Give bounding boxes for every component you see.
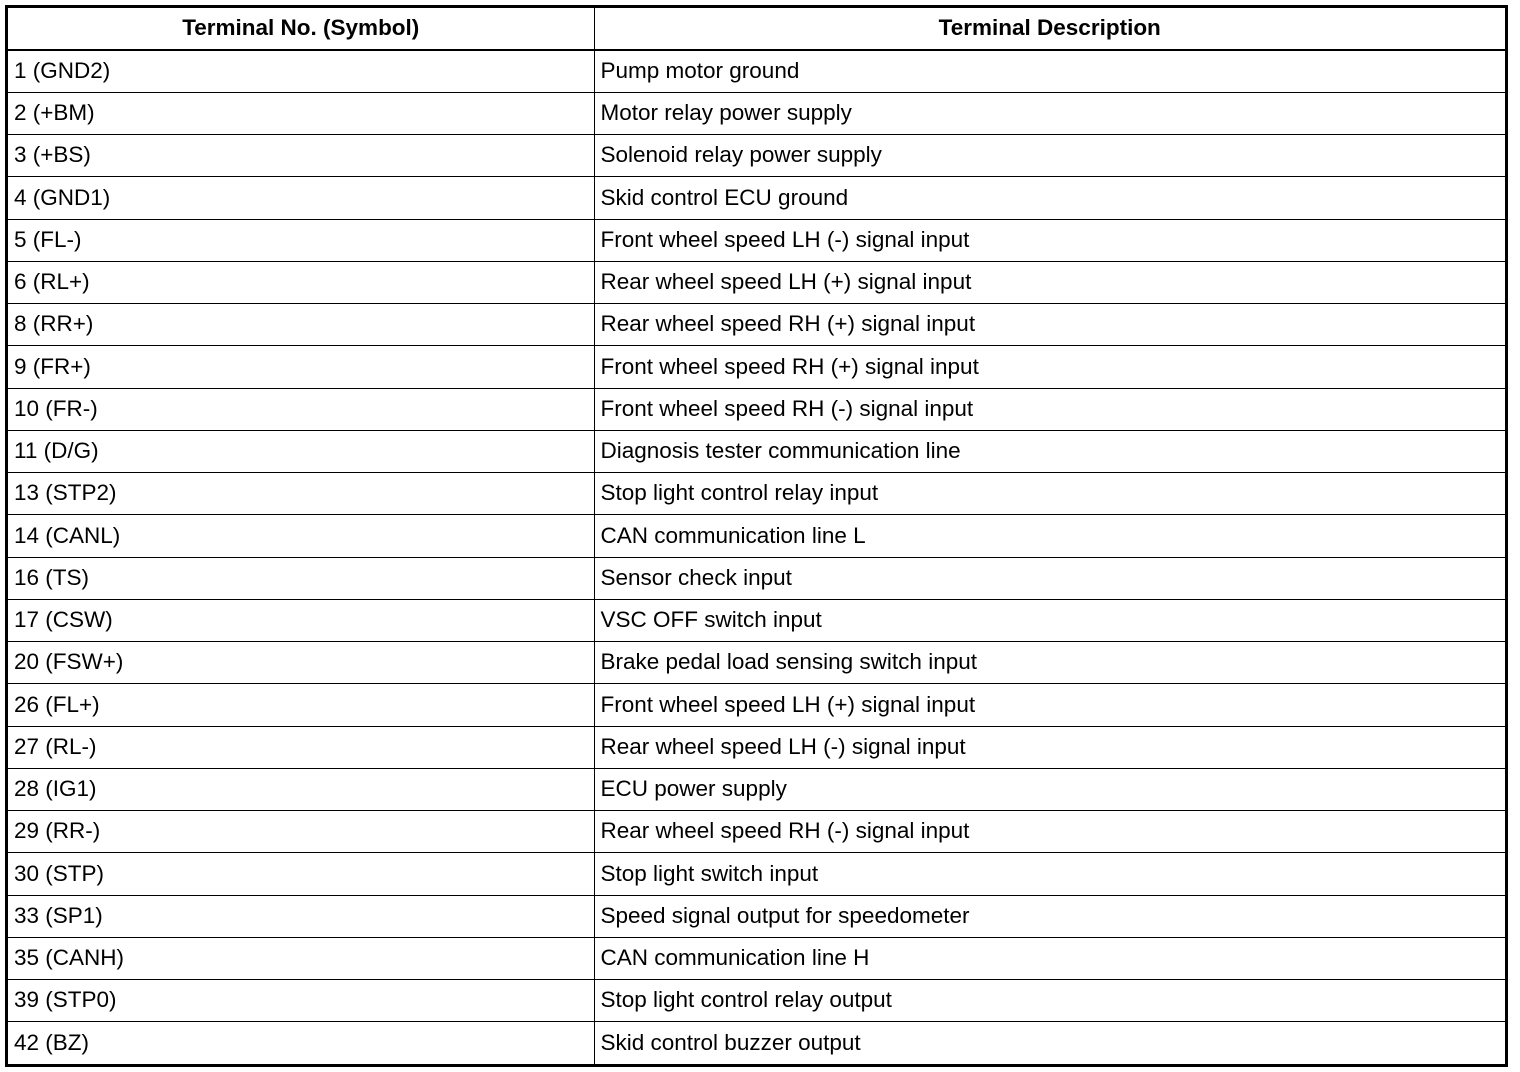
terminal-description-cell: CAN communication line H: [594, 937, 1505, 979]
terminal-description-cell: Stop light switch input: [594, 853, 1505, 895]
table-header-row: [8, 8, 1505, 50]
terminal-description-cell: Solenoid relay power supply: [594, 135, 1505, 177]
table-row: [8, 388, 1505, 430]
terminal-no-cell: 4 (GND1): [8, 177, 594, 219]
terminal-no-cell: 17 (CSW): [8, 599, 594, 641]
terminal-no-cell: 10 (FR-): [8, 388, 594, 430]
terminal-description-cell: Skid control buzzer output: [594, 1022, 1505, 1064]
terminal-no-cell: 6 (RL+): [8, 261, 594, 303]
terminal-no-cell: 1 (GND2): [8, 50, 594, 92]
table-row: [8, 177, 1505, 219]
table-row: [8, 346, 1505, 388]
table-row: [8, 135, 1505, 177]
terminal-description-cell: Front wheel speed LH (+) signal input: [594, 684, 1505, 726]
table-row: [8, 980, 1505, 1022]
table-row: [8, 684, 1505, 726]
table-row: [8, 261, 1505, 303]
terminal-no-cell: 11 (D/G): [8, 430, 594, 472]
table-row: [8, 768, 1505, 810]
table-row: [8, 642, 1505, 684]
terminal-no-cell: 33 (SP1): [8, 895, 594, 937]
terminal-no-cell: 27 (RL-): [8, 726, 594, 768]
terminal-description-cell: Stop light control relay output: [594, 980, 1505, 1022]
table-row: [8, 515, 1505, 557]
terminal-description-cell: Rear wheel speed LH (+) signal input: [594, 261, 1505, 303]
table-row: [8, 304, 1505, 346]
terminal-no-cell: 42 (BZ): [8, 1022, 594, 1064]
terminal-table: [8, 8, 1505, 1064]
table-row: [8, 557, 1505, 599]
terminal-description-cell: Rear wheel speed RH (+) signal input: [594, 304, 1505, 346]
terminal-no-cell: 29 (RR-): [8, 811, 594, 853]
terminal-description-cell: Motor relay power supply: [594, 92, 1505, 134]
terminal-description-cell: Brake pedal load sensing switch input: [594, 642, 1505, 684]
terminal-no-cell: 39 (STP0): [8, 980, 594, 1022]
terminal-no-cell: 9 (FR+): [8, 346, 594, 388]
terminal-description-cell: ECU power supply: [594, 768, 1505, 810]
table-row: [8, 726, 1505, 768]
table-row: [8, 937, 1505, 979]
table-body: [8, 50, 1505, 1064]
terminal-no-cell: 3 (+BS): [8, 135, 594, 177]
terminal-description-cell: Front wheel speed RH (+) signal input: [594, 346, 1505, 388]
terminal-no-cell: 13 (STP2): [8, 473, 594, 515]
terminal-description-cell: CAN communication line L: [594, 515, 1505, 557]
terminal-no-cell: 35 (CANH): [8, 937, 594, 979]
table-row: [8, 1022, 1505, 1064]
table-row: [8, 50, 1505, 92]
terminal-no-cell: 14 (CANL): [8, 515, 594, 557]
header-terminal-no: Terminal No. (Symbol): [8, 8, 594, 50]
terminal-description-cell: Stop light control relay input: [594, 473, 1505, 515]
terminal-no-cell: 28 (IG1): [8, 768, 594, 810]
terminal-description-cell: Skid control ECU ground: [594, 177, 1505, 219]
table-row: [8, 853, 1505, 895]
terminal-description-cell: Speed signal output for speedometer: [594, 895, 1505, 937]
terminal-description-cell: VSC OFF switch input: [594, 599, 1505, 641]
terminal-no-cell: 20 (FSW+): [8, 642, 594, 684]
terminal-no-cell: 8 (RR+): [8, 304, 594, 346]
table-row: [8, 599, 1505, 641]
terminal-table-frame: [5, 5, 1508, 1067]
header-terminal-description: Terminal Description: [594, 8, 1505, 50]
table-row: [8, 895, 1505, 937]
terminal-description-cell: Rear wheel speed LH (-) signal input: [594, 726, 1505, 768]
terminal-no-cell: 26 (FL+): [8, 684, 594, 726]
terminal-description-cell: Rear wheel speed RH (-) signal input: [594, 811, 1505, 853]
terminal-no-cell: 5 (FL-): [8, 219, 594, 261]
terminal-description-cell: Front wheel speed RH (-) signal input: [594, 388, 1505, 430]
table-row: [8, 473, 1505, 515]
terminal-no-cell: 2 (+BM): [8, 92, 594, 134]
table-row: [8, 92, 1505, 134]
table-row: [8, 430, 1505, 472]
terminal-description-cell: Pump motor ground: [594, 50, 1505, 92]
table-row: [8, 811, 1505, 853]
terminal-description-cell: Front wheel speed LH (-) signal input: [594, 219, 1505, 261]
terminal-no-cell: 30 (STP): [8, 853, 594, 895]
terminal-no-cell: 16 (TS): [8, 557, 594, 599]
terminal-description-cell: Diagnosis tester communication line: [594, 430, 1505, 472]
terminal-description-cell: Sensor check input: [594, 557, 1505, 599]
table-row: [8, 219, 1505, 261]
